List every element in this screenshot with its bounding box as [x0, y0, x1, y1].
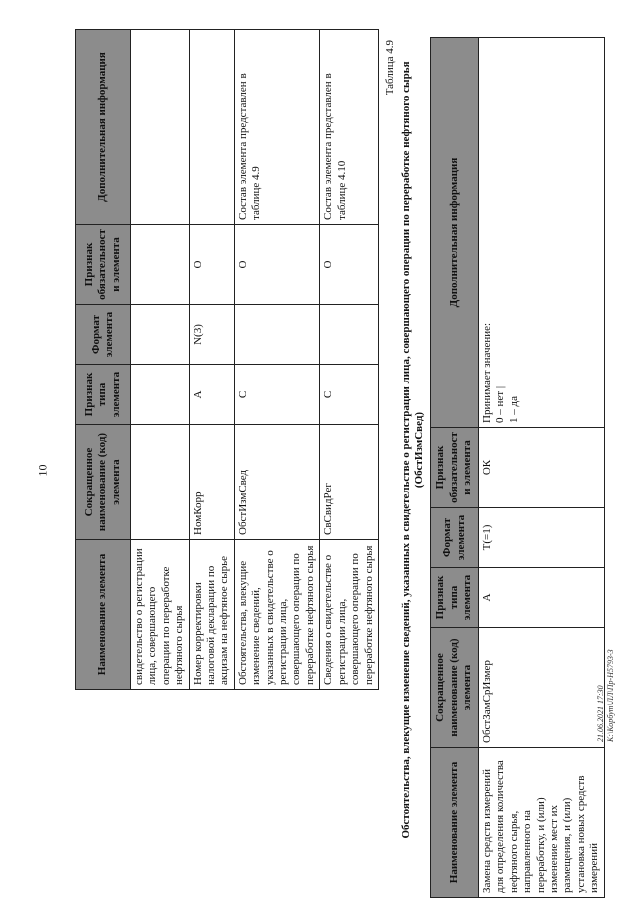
- cell-info: Состав элемента представлен в таблице 4.10: [320, 30, 379, 225]
- cell-name: Обстоятельства, влекущие изменение сведений, указанных в свидетельстве о регистрации лица, совершающего операции по переработке нефтяного сырья: [234, 540, 319, 690]
- cell-name: свидетельство о регистрации лица, совершающего операции по переработке нефтяного сырья: [131, 540, 190, 690]
- table-row: [320, 30, 379, 690]
- col-header-required: Признак обязательности элемента: [431, 428, 479, 508]
- cell-type: А: [479, 568, 605, 628]
- cell-format: [234, 305, 319, 365]
- cell-format: T(=1): [479, 508, 605, 568]
- cell-type: С: [234, 365, 319, 425]
- cell-type: [131, 365, 190, 425]
- col-header-short-name: Сокращенное наименование (код) элемента: [431, 628, 479, 748]
- table-2-container: [430, 38, 605, 898]
- cell-required: О: [320, 225, 379, 305]
- table-row: [234, 30, 319, 690]
- col-header-required: Признак обязательности элемента: [76, 225, 131, 305]
- cell-info: [189, 30, 234, 225]
- cell-code: ОбстЗамСрИзмер: [479, 628, 605, 748]
- cell-required: О: [234, 225, 319, 305]
- table-row: [479, 38, 605, 898]
- table-row: [189, 30, 234, 690]
- info-line: 1 – да: [507, 396, 520, 423]
- cell-code: [131, 425, 190, 540]
- info-line: Принимает значение:: [481, 322, 493, 423]
- table-2-caption: Обстоятельства, влекущие изменение сведений, указанных в свидетельстве о регистрации лица, совершающего операции по переработке нефтяного сырья (ОбстИзмСвед): [400, 61, 426, 839]
- footer-date: 21.06.2021 17:30: [596, 685, 605, 742]
- cell-code: ОбстИзмСвед: [234, 425, 319, 540]
- table-2: [430, 37, 605, 898]
- cell-required: О: [189, 225, 234, 305]
- cell-code: НомКорр: [189, 425, 234, 540]
- cell-type: А: [189, 365, 234, 425]
- cell-format: [131, 305, 190, 365]
- footer-stamp: [596, 612, 617, 742]
- cell-format: N(3): [189, 305, 234, 365]
- table-2-label: Таблица 4.9: [384, 40, 396, 96]
- cell-name: Сведения о свидетельстве о регистрации лица, совершающего операции по переработке нефтяного сырья: [320, 540, 379, 690]
- info-line: 0 – нет |: [494, 385, 507, 423]
- table-row: [131, 30, 190, 690]
- cell-format: [320, 305, 379, 365]
- cell-name: Замена средств измерений для определения количества нефтяного сырья, направленного на переработку, и (или) изменение мест их размещения, и (или) установка новых средств измерений: [479, 748, 605, 898]
- col-header-name: Наименование элемента: [76, 540, 131, 690]
- cell-name: Номер корректировки налоговой декларации по акцизам на нефтяное сырье: [189, 540, 234, 690]
- cell-required: [131, 225, 190, 305]
- col-header-extra: Дополнительная информация: [431, 38, 479, 428]
- cell-info: Состав элемента представлен в таблице 4.9: [234, 30, 319, 225]
- page-number: 10: [35, 464, 50, 477]
- col-header-type: Признак типа элемента: [76, 365, 131, 425]
- col-header-type: Признак типа элемента: [431, 568, 479, 628]
- table-1-container: [75, 30, 379, 690]
- footer-path: К:\Корбут\ЛЛ\Пр-Н5793-3: [606, 649, 616, 742]
- col-header-name: Наименование элемента: [431, 748, 479, 898]
- cell-info: [479, 38, 605, 428]
- cell-info: [131, 30, 190, 225]
- col-header-extra: Дополнительная информация: [76, 30, 131, 225]
- table-1: [75, 29, 379, 690]
- col-header-format: Формат элемента: [76, 305, 131, 365]
- col-header-format: Формат элемента: [431, 508, 479, 568]
- col-header-short-name: Сокращенное наименование (код) элемента: [76, 425, 131, 540]
- cell-code: СвСвидРег: [320, 425, 379, 540]
- cell-required: ОК: [479, 428, 605, 508]
- cell-type: С: [320, 365, 379, 425]
